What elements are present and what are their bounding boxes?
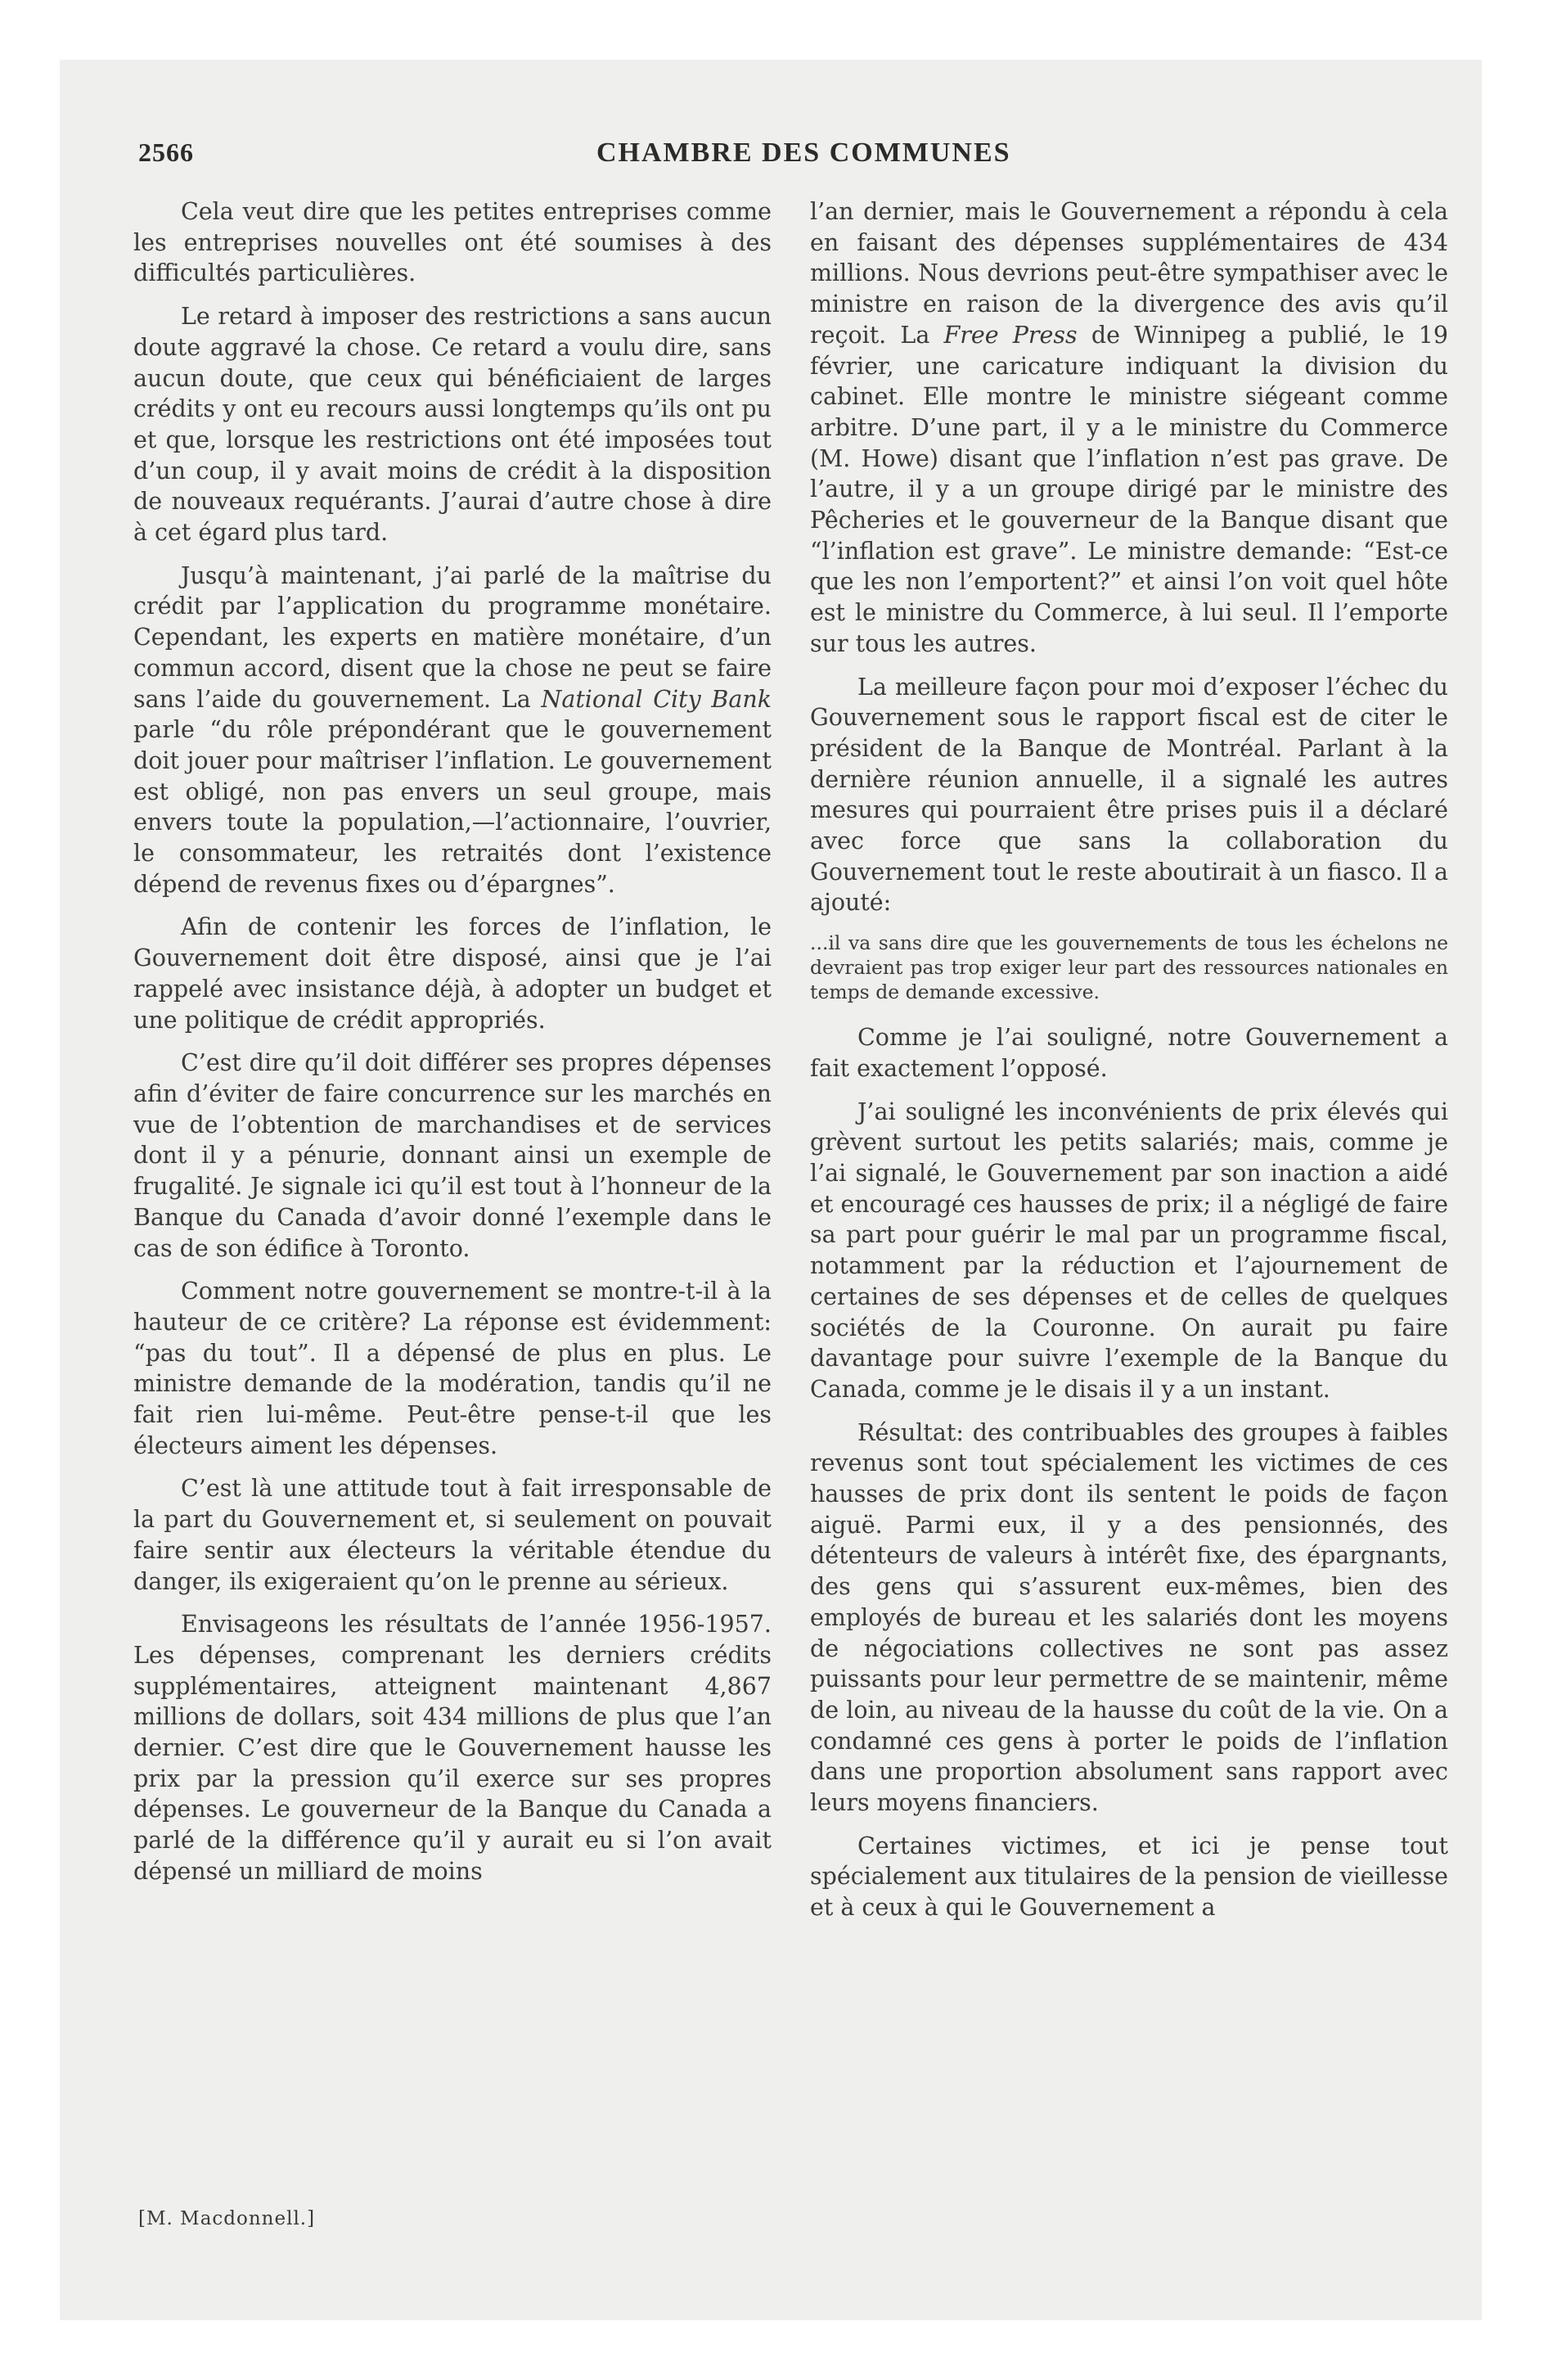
paragraph: C’est là une attitude tout à fait irresponsable de la part du Gouvernement et, si seulement on pouvait faire sentir aux électeurs la véritable étendue du danger, ils exigeraient qu’on le prenne au sérieux. [133,1475,772,1595]
paragraph: La meilleure façon pour moi d’exposer l’échec du Gouvernement sous le rapport fiscal est de citer le président de la Banque de Montréal. Parlant à la dernière réunion annuelle, il a signalé les autres mesures qui pourraient être prises puis il a déclaré avec force que sans la collaboration du Gouvernement tout le reste aboutirait à un fiasco. Il a ajouté: [810,673,1448,917]
right-column [810,196,1448,1923]
block-quote: ...il va sans dire que les gouvernements de tous les échelons ne devraient pas trop exiger leur part des ressources nationales en temps de demande excessive. [810,931,1448,1004]
speaker-tag: [M. Macdonnell.] [138,2208,316,2229]
paragraph: Cela veut dire que les petites entreprises comme les entreprises nouvelles ont été soumises à des difficultés particulières. [133,198,772,287]
paragraph: Certaines victimes, et ici je pense tout spécialement aux titulaires de la pension de vieillesse et à ceux à qui le Gouvernement a [810,1832,1448,1922]
left-column [133,196,772,1887]
paragraph-text: Jusqu’à maintenant, j’ai parlé de la maîtrise du crédit par l’application du programme monétaire. Cependant, les experts en matière monétaire, d’un commun accord, disent que la chose ne peut se faire sans l’aide du gouvernement. La [133,561,772,713]
paragraph: Comme je l’ai souligné, notre Gouvernement a fait exactement l’opposé. [810,1024,1448,1082]
paragraph-text: l’an dernier, mais le Gouvernement a répondu à cela en faisant des dépenses supplémentaires de 434 millions. Nous devrions peut-être sympathiser avec le ministre en raison de la divergence des avis qu’il reçoit. La [810,198,1448,349]
page-number: 2566 [138,137,194,167]
paragraph [810,196,1448,660]
publication-title: National City Bank [541,685,772,713]
paragraph: Afin de contenir les forces de l’inflation, le Gouvernement doit être disposé, ainsi que je l’ai rappelé avec insistance déjà, à adopter un budget et une politique de crédit appropriés. [133,913,772,1034]
paragraph: Comment notre gouvernement se montre-t-il à la hauteur de ce critère? La réponse est évidemment: “pas du tout”. Il a dépensé de plus en plus. Le ministre demande de la modération, tandis qu’il ne fait rien lui-même. Peut-être pense-t-il que les électeurs aiment les dépenses. [133,1278,772,1459]
paragraph: Envisageons les résultats de l’année 1956-1957. Les dépenses, comprenant les derniers crédits supplémentaires, atteignent maintenant 4,867 millions de dollars, soit 434 millions de plus que l’an dernier. C’est dire que le Gouvernement hausse les prix par la pression qu’il exerce sur ses propres dépenses. Le gouverneur de la Banque du Canada a parlé de la différence qu’il y aurait eu si l’on avait dépensé un milliard de moins [133,1611,772,1885]
publication-title: Free Press [943,321,1078,349]
running-title: CHAMBRE DES COMMUNES [596,137,1011,168]
paragraph: Résultat: des contribuables des groupes à faibles revenus sont tout spécialement les victimes de ces hausses de prix dont ils sentent le poids de façon aiguë. Parmi eux, il y a des pensionnés, des détenteurs de valeurs à intérêt fixe, des épargnants, des gens qui s’assurent eux-mêmes, bien des employés de bureau et les salariés dont les moyens de négociations collectives ne sont pas assez puissants pour leur permettre de se maintenir, même de loin, au niveau de la hausse du coût de la vie. On a condamné ces gens à porter le poids de l’inflation dans une proportion absolument sans rapport avec leurs moyens financiers. [810,1418,1448,1817]
page-header [138,137,1469,174]
paragraph [133,561,772,900]
paragraph: J’ai souligné les inconvénients de prix élevés qui grèvent surtout les petits salariés; mais, comme je l’ai signalé, le Gouvernement par son inaction a aidé et encouragé ces hausses de prix; il a négligé de faire sa part pour guérir le mal par un programme fiscal, notamment par la réduction et l’ajournement de certaines de ses dépenses et de celles de quelques sociétés de la Couronne. On aurait pu faire davantage pour suivre l’exemple de la Banque du Canada, comme je le disais il y a un instant. [810,1098,1448,1403]
paragraph-text: de Winnipeg a publié, le 19 février, une caricature indiquant la division du cabinet. Elle montre le ministre siégeant comme arbitre. D’une part, il y a le ministre du Commerce (M. Howe) disant que l’inflation n’est pas grave. De l’autre, il y a un groupe dirigé par le ministre des Pêcheries et le gouverneur de la Banque disant que “l’inflation est grave”. Le ministre demande: “Est-ce que les non l’emportent?” et ainsi l’on voit quel hôte est le ministre du Commerce, à lui seul. Il l’emporte sur tous les autres. [810,321,1449,657]
paragraph-text: parle “du rôle prépondérant que le gouvernement doit jouer pour maîtriser l’inflation. Le gouvernement est obligé, non pas envers un seul groupe, mais envers toute la population,—l’actionnaire, l’ouvrier, le consommateur, les retraités dont l’existence dépend de revenus fixes ou d’épargnes”. [133,716,772,898]
paragraph: C’est dire qu’il doit différer ses propres dépenses afin d’éviter de faire concurrence sur les marchés en vue de l’obtention de marchandises et de services dont il y a pénurie, donnant ainsi un exemple de frugalité. Je signale ici qu’il est tout à l’honneur de la Banque du Canada d’avoir donné l’exemple dans le cas de son édifice à Toronto. [133,1049,772,1262]
paragraph: Le retard à imposer des restrictions a sans aucun doute aggravé la chose. Ce retard a voulu dire, sans aucun doute, que ceux qui bénéficiaient de larges crédits y ont eu recours aussi longtemps qu’ils ont pu et que, lorsque les restrictions ont été imposées tout d’un coup, il y avait moins de crédit à la disposition de nouveaux requérants. J’aurai d’autre chose à dire à cet égard plus tard. [133,303,772,547]
